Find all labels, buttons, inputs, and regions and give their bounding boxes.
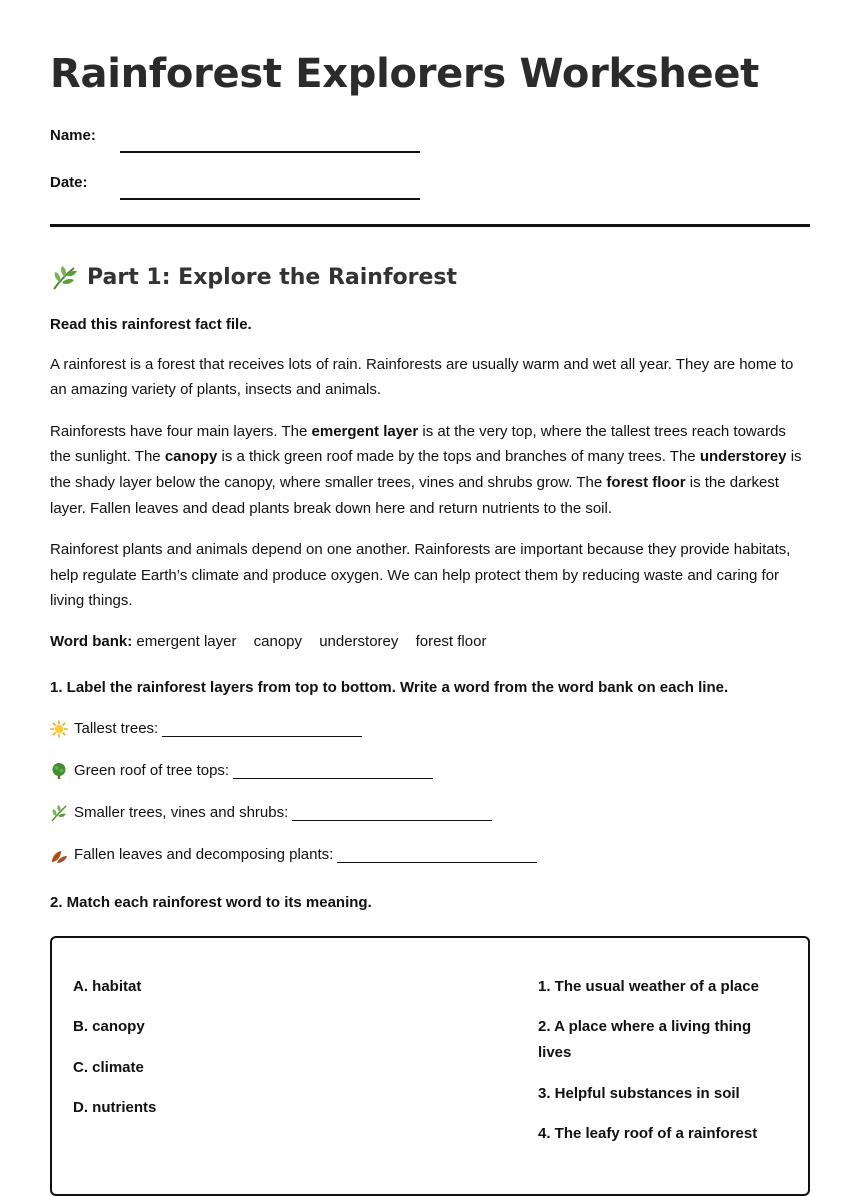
match-meaning: 2. A place where a living thing lives [538,1018,752,1062]
para2-text-4: is the shady layer below the canopy, where smaller trees, vines and shrubs grow. The [50,448,802,491]
layer-answer-label: Fallen leaves and decomposing plants: [74,846,334,864]
match-word: B. canopy [73,1018,145,1036]
date-label: Date: [50,174,88,191]
tree-icon [50,762,68,780]
match-meaning: 1. The usual weather of a place [538,977,759,995]
term-understorey: understorey [699,448,787,466]
para2-text-5: is the darkest layer. Fallen leaves and dead plants break down here and return nutrients to the soil. [50,473,779,517]
matching-box [50,936,810,1196]
answer-blank[interactable] [337,848,537,863]
question-2-prompt: 2. Match each rainforest word to its meaning. [50,894,372,912]
match-word: A. habitat [73,977,142,995]
term-forest-floor: forest floor [606,473,686,491]
layer-answer-row [50,716,810,742]
term-emergent-layer: emergent layer [311,422,419,440]
layer-answer-row [50,800,810,826]
date-field-row [50,169,810,191]
fact-paragraph-1: A rainforest is a forest that receives lots of rain. Rainforests are usually warm and wet all year. They are home to an amazing variety of plants, insects and animals. [50,355,794,399]
layer-answer-label: Tallest trees: [74,720,159,738]
match-meanings-column [538,974,783,1162]
para2-text-3: is a thick green roof made by the tops and branches of many trees. The [217,448,700,466]
name-field-row [50,122,810,144]
section-divider [50,224,810,227]
worksheet-title: Rainforest Explorers Worksheet [50,51,760,97]
term-canopy: canopy [164,448,218,466]
word-bank-word: forest floor [415,632,487,650]
question-1-prompt: 1. Label the rainforest layers from top to bottom. Write a word from the word bank on each line. [50,678,729,696]
part1-heading [50,263,810,293]
fact-file-instruction: Read this rainforest fact file. [50,316,252,333]
match-word: C. climate [73,1058,144,1076]
answer-blank[interactable] [233,764,433,779]
answer-blank[interactable] [292,806,492,821]
fallen-leaves-icon [50,846,68,864]
layer-answer-label: Smaller trees, vines and shrubs: [74,804,289,822]
layer-answer-row [50,758,810,784]
match-meaning: 4. The leafy roof of a rainforest [538,1125,758,1143]
layer-answer-row [50,842,810,868]
leaf-icon [50,264,78,292]
name-label: Name: [50,127,96,144]
match-words-column [73,974,156,1136]
word-bank-label: Word bank: [50,632,133,650]
part1-heading-text: Part 1: Explore the Rainforest [87,265,458,290]
word-bank-word: emergent layer [136,632,237,650]
date-write-line[interactable] [120,198,420,200]
para2-text-1: Rainforests have four main layers. The [50,422,312,440]
word-bank-word: understorey [319,632,399,650]
herb-icon [50,804,68,822]
word-bank-word: canopy [253,632,303,650]
word-bank [50,629,810,655]
para2-text-2: is at the very top, where the tallest trees reach towards the sunlight. The [50,422,786,466]
name-write-line[interactable] [120,151,420,153]
answer-blank[interactable] [162,722,362,737]
layer-answer-label: Green roof of tree tops: [74,762,230,780]
match-word: D. nutrients [73,1099,157,1117]
fact-paragraph-3: Rainforest plants and animals depend on one another. Rainforests are important because they provide habitats, help regulate Earth’s climate and produce oxygen. We can help protect them by reducing waste and caring for living things. [50,541,791,610]
match-meaning: 3. Helpful substances in soil [538,1084,740,1102]
sun-icon [50,720,68,738]
fact-paragraph-2 [50,419,810,521]
